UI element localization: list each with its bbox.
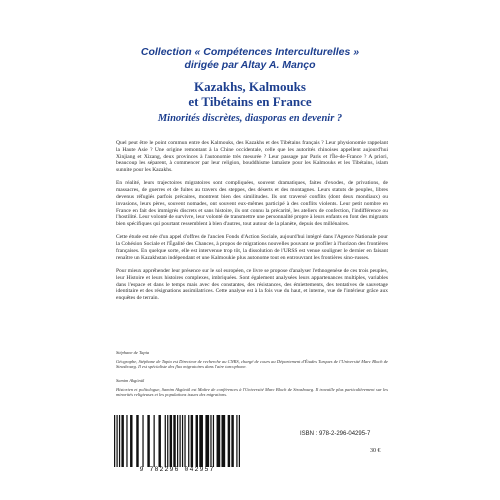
author-name: Samim Akgönül bbox=[116, 378, 145, 383]
barcode-bar bbox=[114, 415, 115, 467]
barcode-bar bbox=[121, 415, 123, 467]
blurb-paragraph-3: Cette étude est née d'un appel d'offres de l'ancien Fonds d'Action Sociale, aujourd'hui intégré dans l'Agence Nationale pour la Cohésion Sociale et l'Égalité des Chances, à propos de migrations nouvelles pouvant se profiler à l'horizon des frontières françaises. En quelque sorte, elle est intervenue trop tôt, la dissolution de l'URSS est venue souligner le dernier en faisant renaître un Kazakhstan indépendant et une Kalmoukie plus autonome tout en entrouvrant les frontières sino-russes. bbox=[116, 234, 388, 261]
book-title-line-2: et Tibétains en France bbox=[188, 94, 312, 109]
book-subtitle: Minorités discrètes, diasporas en devenir ? bbox=[157, 113, 343, 124]
barcode-bar bbox=[199, 415, 203, 467]
barcode-bar bbox=[196, 415, 198, 467]
blurb-paragraph-2: En réalité, leurs trajectoires migratoires sont compliquées, souvent dramatiques, faites d'exodes, de privations, de massacres, de guerres et de fuites au travers des steppes, des déserts et des montagnes. Leurs statuts de peuples, libres devenus réfugiés parfois précaires, montrent bien des similitudes. Ils ont traversé conflits (dont deux mondiaux) ou invasions, leurs pères, souvent nomades, ont souvent eux-mêmes participé à des conflits violents. Leur petit nombre en France en fait des immigrés discrets et sans histoire, ils ont connu la précarité, les ateliers de confection, l'indifférence ou l'hostilité. Leur volonté de survivre, leur volonté de transmettre une personnalité propre à leurs enfants en font des migrants bien spécifiques qui pourtant ressemblent à bien d'autres, tout autour de la planète, depuis des millénaires. bbox=[116, 180, 388, 228]
book-title-line-1: Kazakhs, Kalmouks bbox=[194, 79, 306, 94]
barcode-bar bbox=[116, 415, 117, 467]
collection-name: Collection « Compétences Interculturelles » bbox=[140, 46, 360, 58]
barcode-bar bbox=[177, 415, 178, 467]
barcode-bar bbox=[184, 415, 185, 467]
author-bio: Historien et politologue, Samim Akgönül est Maître de conférences à l'Université Marc Bloch de Strasbourg. Il travaille plus particulièrement sur les minorités religieuses et les populations issues des migrations. bbox=[116, 386, 388, 398]
blurb-body bbox=[116, 140, 388, 308]
barcode-bar bbox=[154, 415, 155, 467]
barcode-bar bbox=[119, 415, 120, 467]
isbn-label: ISBN : 978-2-296-04295-7 bbox=[300, 431, 371, 437]
barcode-bar bbox=[130, 415, 132, 467]
barcode-bar bbox=[213, 415, 214, 467]
price-label: 30 € bbox=[370, 448, 381, 454]
blurb-paragraph-4: Pour mieux appréhender leur présence sur le sol européen, ce livre se propose d'analyser l'ethnogenèse de ces trois peuples, leur Histoire et leurs histoires complexes, imbriquées. Sont également analysées leurs appartenances multiples, variables dans l'espace et dans le temps mais avec des constantes, des résistances, des émiettements, des tentatives de sauvetage identitaire et des résignations assimilatrices. Cette analyse est à la fois vue du haut, et interne, vue de l'intérieur grâce aux enquêtes de terrain. bbox=[116, 267, 388, 302]
barcode-bar bbox=[167, 415, 168, 467]
author-block-2 bbox=[116, 378, 388, 398]
collection-director: dirigée par Altay A. Manço bbox=[184, 59, 316, 71]
barcode-bar bbox=[191, 415, 193, 467]
barcode-bar bbox=[182, 415, 183, 467]
author-block-1 bbox=[116, 350, 388, 370]
blurb-paragraph-1: Quel peut être le point commun entre des Kalmouks, des Kazakhs et des Tibétains français ? Leur physionomie rappelant la Haute Asie ? Une origine remontant à la Chine occidentale, celle que les autorités chinoises appellent aujourd'hui Xinjiang et Xizang, deux provinces à l'autonomie très mesurée ? Leur passage par Paris et l'Île-de-France ? A priori, beaucoup les séparent, à commencer par leur religion, bouddhisme lamaïste pour les Kalmouks et les Tibétains, islam sunnite pour les Kazakhs. bbox=[116, 140, 388, 174]
barcode-bar bbox=[188, 415, 189, 467]
barcode-bar bbox=[236, 415, 237, 467]
barcode-bar bbox=[136, 415, 138, 467]
barcode-digits: 9 782296 042957 bbox=[139, 466, 215, 473]
barcode-bar bbox=[239, 415, 240, 467]
collection-header bbox=[0, 46, 500, 72]
author-bio: Géographe, Stéphane de Tapia est Directeur de recherche au CNRS, chargé de cours au Département d'Études Turques de l'Université Marc Bloch de Strasbourg. Il est spécialiste des flux migratoires dans l'aire turcophone. bbox=[116, 358, 388, 370]
barcode-bar bbox=[147, 415, 149, 467]
barcode-bar bbox=[231, 415, 233, 467]
barcode-bar bbox=[210, 415, 211, 467]
author-name: Stéphane de Tapia bbox=[116, 350, 150, 355]
barcode-bar bbox=[170, 415, 172, 467]
barcode-bar bbox=[173, 415, 175, 467]
barcode-bar bbox=[126, 415, 127, 467]
barcode-bar bbox=[142, 415, 143, 467]
barcode-bar bbox=[221, 415, 225, 467]
barcode-image bbox=[114, 415, 240, 467]
barcode-bar bbox=[228, 415, 230, 467]
barcode-bar bbox=[205, 415, 209, 467]
barcode-bar bbox=[158, 415, 160, 467]
barcode-bar bbox=[217, 415, 221, 467]
barcode-bar bbox=[165, 415, 166, 467]
barcode-bar bbox=[179, 415, 180, 467]
book-title bbox=[0, 79, 500, 109]
